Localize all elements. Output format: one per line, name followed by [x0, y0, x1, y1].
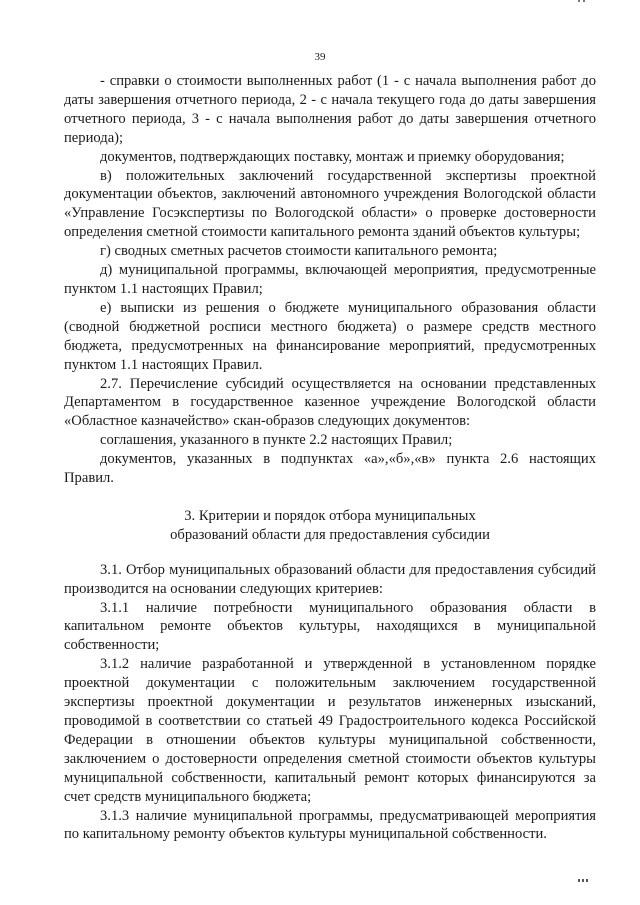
paragraph-item-e-budget-extract: е) выписки из решения о бюджете муниципального образования области (сводной бюджетной росписи местного бюджета) о размере средств местного бюджета, предусмотренных на финансирование мероприятий, предусмотренных пунктом 1.1 настоящих Правил. — [64, 299, 596, 373]
paragraph-3-1-3-municipal-program: 3.1.3 наличие муниципальной программы, предусматривающей мероприятия по капитальному ремонту объектов культуры муниципальной собственности. — [64, 807, 596, 843]
paragraph-item-v-expert-conclusions: в) положительных заключений государственной экспертизы проектной документации объектов, заключений автономного учреждения Вологодской области «Управление Госэкспертизы по Вологодской области» о проверке достоверности определения сметной стоимости капитального ремонта зданий объектов культуры; — [64, 167, 596, 241]
paragraph-3-1-1-need: 3.1.1 наличие потребности муниципального образования области в капитальном ремонте объектов культуры, находящихся в муниципальной собственности; — [64, 599, 596, 654]
paragraph-documents-subitems: документов, указанных в подпунктах «а»,«б»,«в» пункта 2.6 настоящих Правил. — [64, 451, 596, 487]
paragraph-3-1-selection: 3.1. Отбор муниципальных образований области для предоставления субсидий производится на основании следующих критериев: — [64, 561, 596, 597]
section-heading-line-2: образований области для предоставления субсидии — [170, 526, 490, 543]
paragraph-3-1-2-project-documentation: 3.1.2 наличие разработанной и утвержденной в установленном порядке проектной документации с положительным заключением государственной экспертизы проектной документации и результатов инженерных изысканий, проводимой в соответствии со статьей 49 Градостроительного кодекса Российской Федерации в отношении объектов культуры муниципальной собственности, заключением о достоверности определения сметной стоимости объектов культуры муниципальной собственности, капитальный ремонт которых финансируются за счет средств муниципального бюджета; — [64, 656, 596, 805]
document-body — [64, 72, 596, 844]
paragraph-agreement: соглашения, указанного в пункте 2.2 настоящих Правил; — [100, 432, 453, 449]
section-3-body — [64, 561, 596, 845]
scan-mark-bottom — [578, 879, 588, 883]
paragraph-progress-certificates: - справки о стоимости выполненных работ (1 - с начала выполнения работ до даты завершения отчетного периода, 2 - с начала текущего года до даты завершения отчетного периода, 3 - с начала выполнения работ до даты завершения отчетного периода); — [64, 73, 596, 146]
paragraph-equipment-documents: документов, подтверждающих поставку, монтаж и приемку оборудования; — [100, 148, 565, 165]
paragraph-2-7-subsidy-transfer: 2.7. Перечисление субсидий осуществляется на основании представленных Департаментом в государственное казенное учреждение Вологодской области «Областное казначейство» скан-образов следующих документов: — [64, 375, 596, 430]
page-number: 39 — [314, 51, 326, 63]
section-heading — [64, 507, 596, 545]
scan-mark-top — [578, 0, 586, 3]
paragraph-item-g-estimates: г) сводных сметных расчетов стоимости капитального ремонта; — [100, 243, 498, 260]
paragraph-item-d-municipal-program: д) муниципальной программы, включающей мероприятия, предусмотренные пунктом 1.1 настоящих Правил; — [64, 262, 596, 297]
section-heading-line-1: 3. Критерии и порядок отбора муниципальных — [184, 507, 476, 524]
